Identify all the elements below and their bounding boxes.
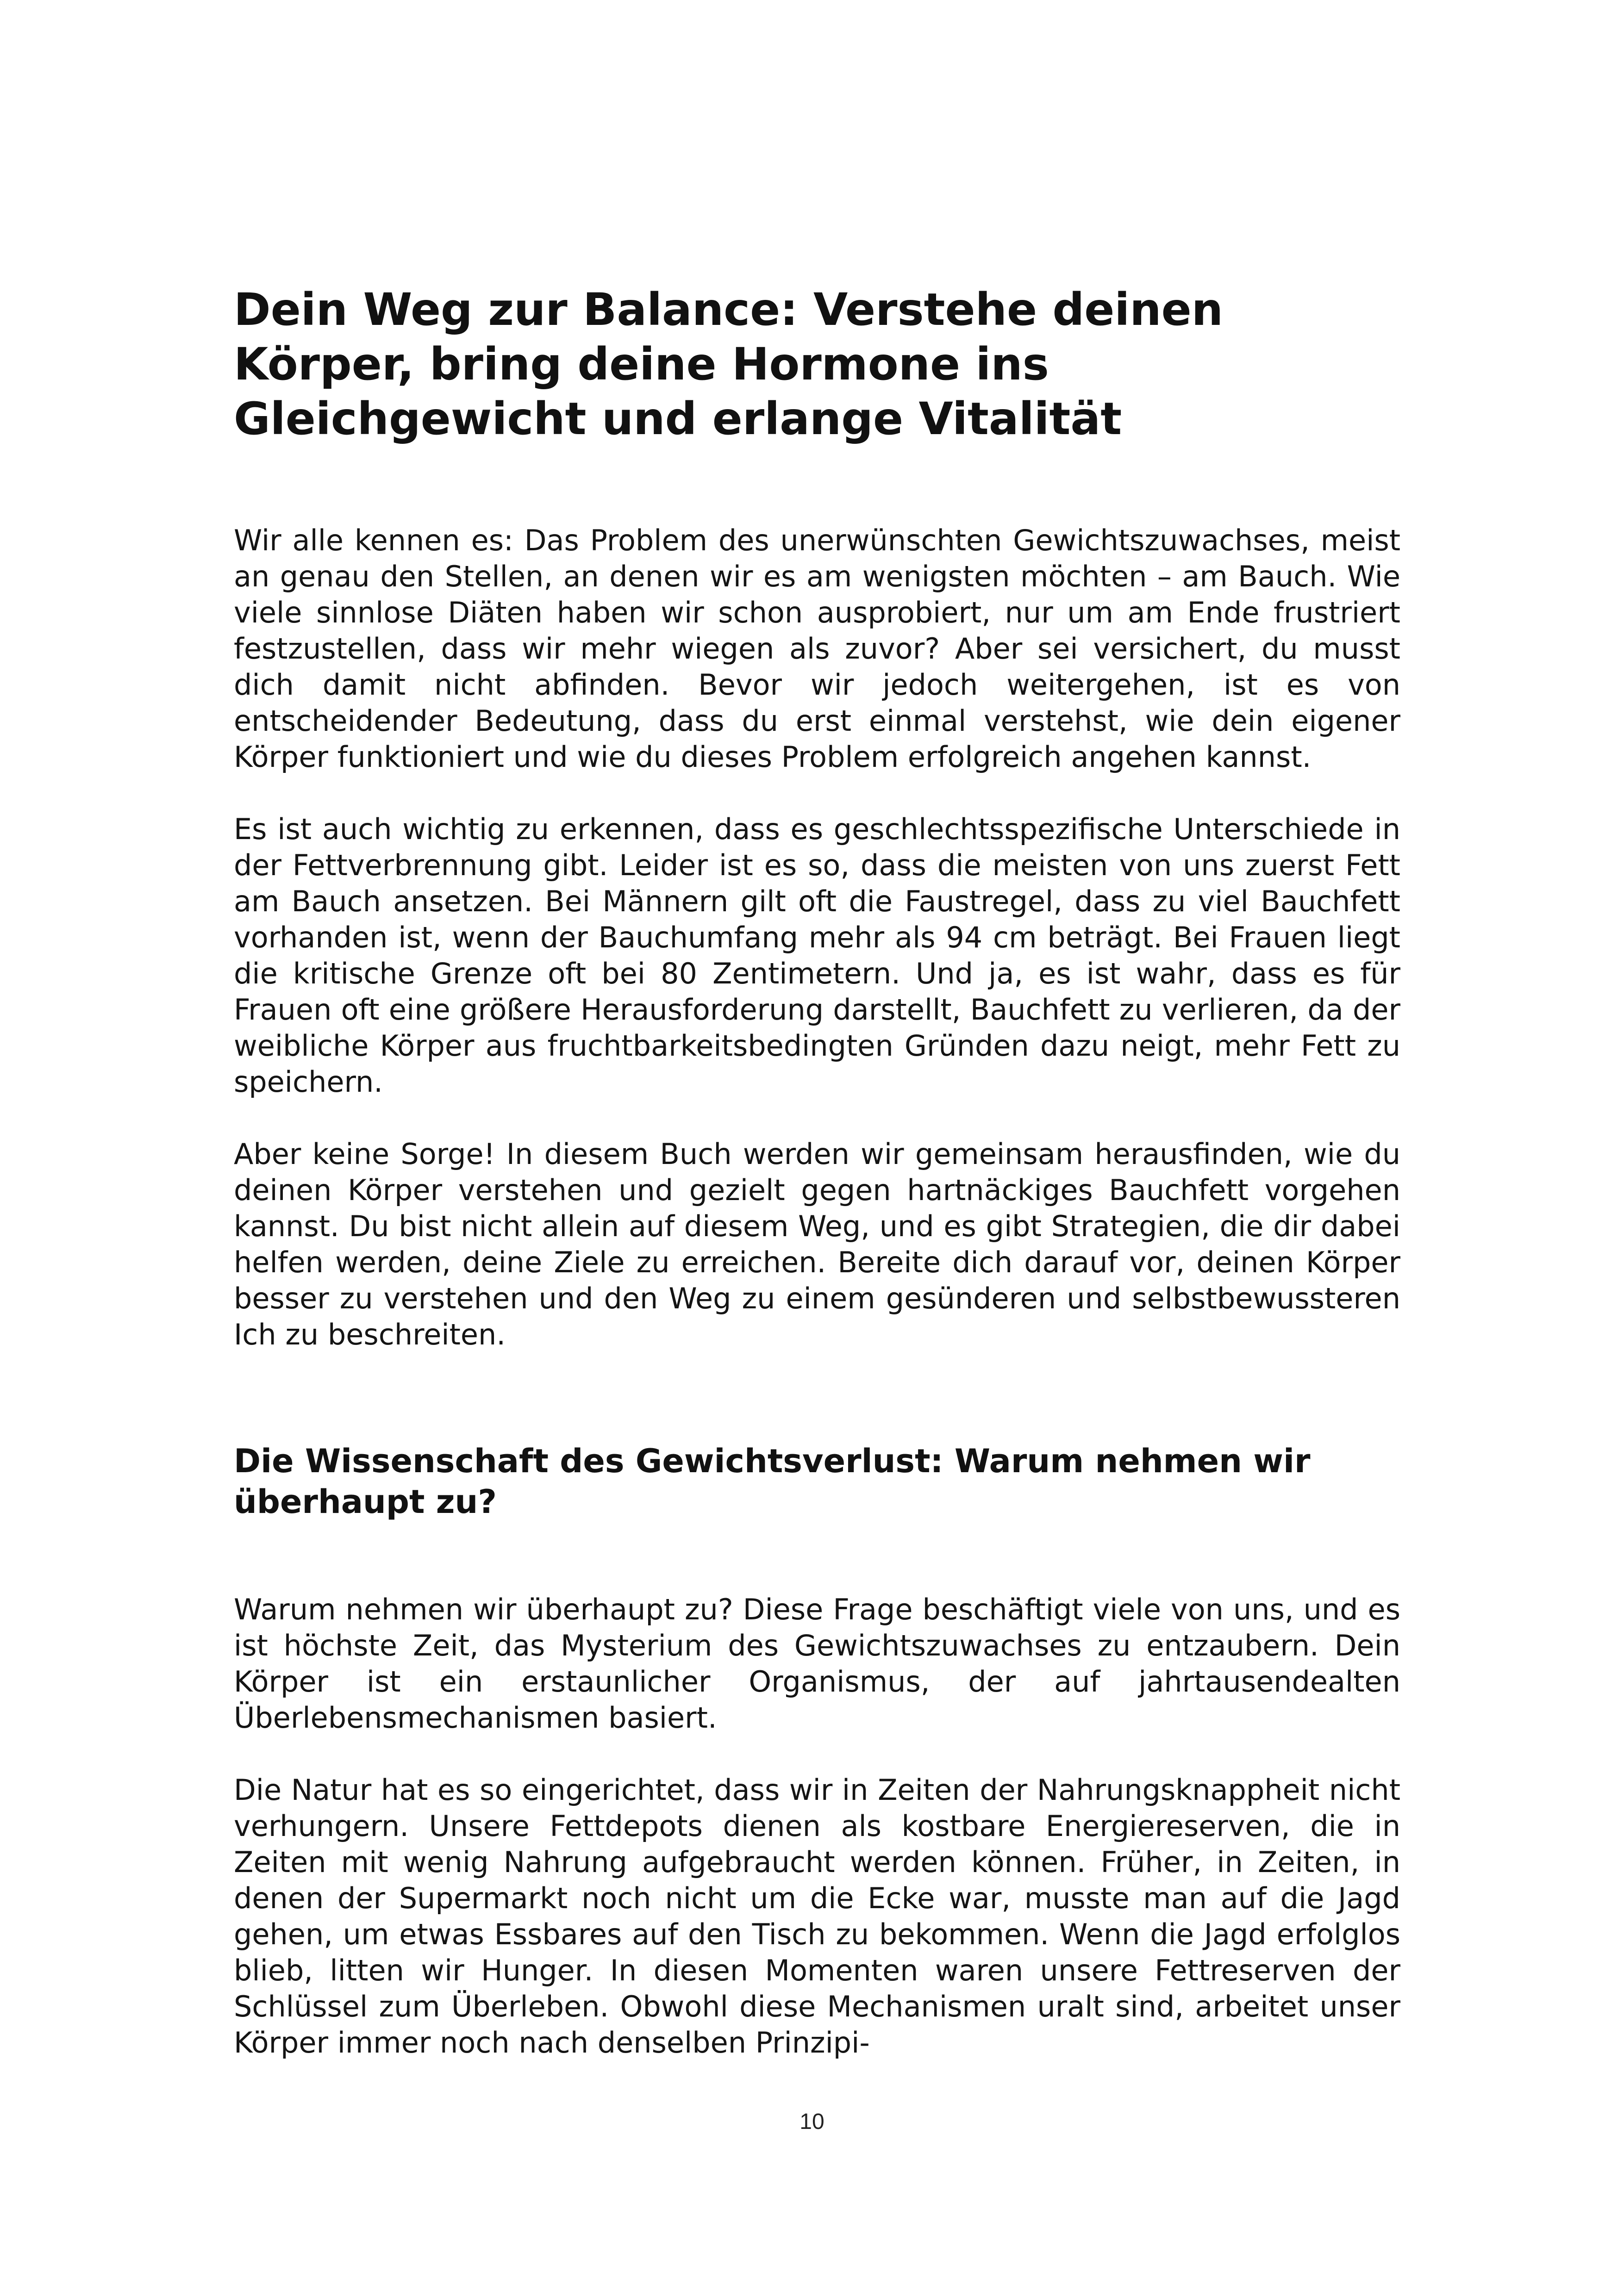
chapter-heading: Dein Weg zur Balance: Verstehe deinen Körper, bring deine Hormone ins Gleichgewicht und erlange Vitalität	[234, 284, 1224, 445]
paragraph: Es ist auch wichtig zu erkennen, dass es geschlechtsspezifische Unterschiede in der Fettverbrennung gibt. Leider ist es so, dass die meisten von uns zuerst Fett am Bauch ansetzen. Bei Männern gilt oft die Faustregel, dass zu viel Bauchfett vorhanden ist, wenn der Bauchumfang mehr als 94 cm beträgt. Bei Frauen liegt die kritische Grenze oft bei 80 Zentimetern. Und ja, es ist wahr, dass es für Frauen oft eine größere Herausforderung darstellt, Bauchfett zu verlieren, da der weibliche Körper aus fruchtbarkeitsbedingten Gründen dazu neigt, mehr Fett zu speichern.	[234, 812, 1400, 1099]
paragraph: Warum nehmen wir überhaupt zu? Diese Frage beschäftigt viele von uns, und es ist höchste Zeit, das Mysterium des Gewichtszuwachses zu entzaubern. Dein Körper ist ein erstaunlicher Organismus, der auf jahrtausendealten Überlebensmechanismen basiert.	[234, 1593, 1400, 1735]
paragraph: Die Natur hat es so eingerichtet, dass wir in Zeiten der Nahrungsknappheit nicht verhungern. Unsere Fettdepots dienen als kostbare Energiereserven, die in Zeiten mit wenig Nahrung aufgebraucht werden können. Früher, in Zeiten, in denen der Supermarkt noch nicht um die Ecke war, musste man auf die Jagd gehen, um etwas Essbares auf den Tisch zu bekommen. Wenn die Jagd erfolglos blieb, litten wir Hunger. In diesen Momenten waren unsere Fettreserven der Schlüssel zum Überleben. Obwohl diese Mechanismen uralt sind, arbeitet unser Körper immer noch nach denselben Prinzipi-	[234, 1773, 1400, 2060]
section-heading: Die Wissenschaft des Gewichtsverlust: Warum nehmen wir überhaupt zu?	[234, 1442, 1311, 1521]
paragraph: Wir alle kennen es: Das Problem des unerwünschten Gewichtszuwachses, meist an genau den Stellen, an denen wir es am wenigsten möchten – am Bauch. Wie viele sinnlose Diäten haben wir schon ausprobiert, nur um am Ende frustriert festzustellen, dass wir mehr wiegen als zuvor? Aber sei versichert, du musst dich damit nicht abfinden. Bevor wir jedoch weitergehen, ist es von entscheidender Bedeutung, dass du erst einmal verstehst, wie dein eigener Körper funktioniert und wie du dieses Problem erfolgreich angehen kannst.	[234, 523, 1400, 774]
page-content	[234, 282, 1400, 2061]
page-number: 10	[800, 2109, 824, 2134]
science-section	[234, 1592, 1400, 2061]
intro-section	[234, 523, 1400, 1353]
paragraph: Aber keine Sorge! In diesem Buch werden wir gemeinsam herausfinden, wie du deinen Körper verstehen und gezielt gegen hartnäckiges Bauchfett vorgehen kannst. Du bist nicht allein auf diesem Weg, und es gibt Strategien, die dir dabei helfen werden, deine Ziele zu erreichen. Bereite dich darauf vor, deinen Körper besser zu verstehen und den Weg zu einem gesünderen und selbstbewussteren Ich zu beschreiten.	[234, 1137, 1400, 1351]
